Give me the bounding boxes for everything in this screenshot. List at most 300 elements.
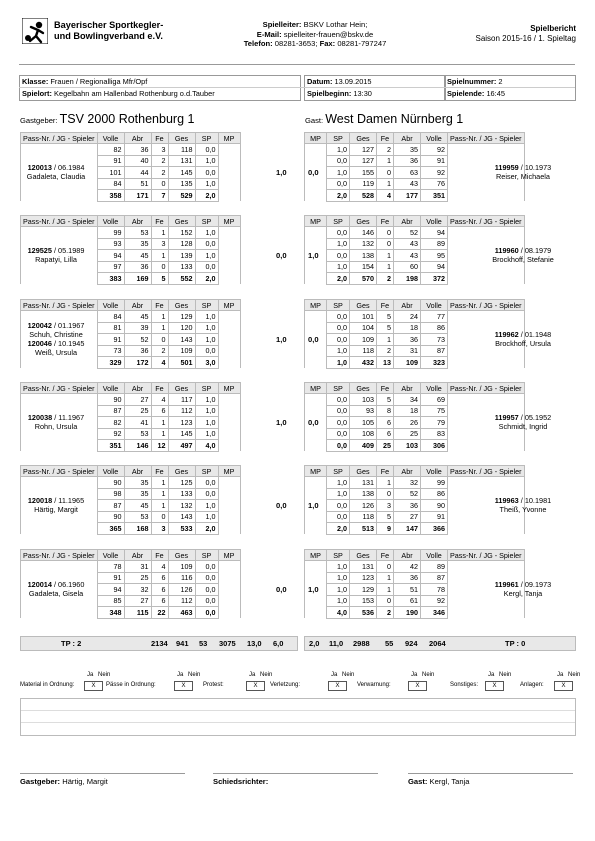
match-info (19, 75, 575, 100)
score-cell: 8 (377, 405, 394, 417)
away-total-value: 11,0 (329, 639, 344, 648)
score-cell: 94 (421, 227, 448, 239)
player-cell (21, 144, 98, 156)
player-line (20, 505, 92, 514)
score-cell: 1,0 (195, 178, 218, 190)
column-header: Pass-Nr. / JG - Spieler (21, 133, 98, 144)
birth-date: / 08.1979 (518, 245, 552, 255)
score-cell: 95 (421, 250, 448, 262)
column-header: Volle (421, 300, 448, 311)
home-player (20, 413, 92, 431)
score-cell: 118 (350, 511, 377, 523)
away-player (487, 163, 559, 181)
score-cell: 131 (350, 561, 377, 573)
beginn-row (307, 89, 372, 98)
column-header: Abr (394, 133, 421, 144)
score-cell: 4,0 (195, 440, 218, 452)
score-cell: 1,0 (327, 477, 350, 489)
player-line (487, 496, 559, 505)
klasse-label: Klasse: (22, 77, 49, 86)
score-cell: 2,0 (327, 523, 350, 535)
nein-label: Nein (342, 672, 355, 678)
score-cell: 501 (168, 357, 195, 369)
mp-cell (305, 144, 327, 156)
score-cell: 89 (421, 561, 448, 573)
score-cell: 168 (124, 523, 151, 535)
birth-date: / 11.1965 (52, 495, 85, 505)
check-label: Protest: (203, 682, 224, 688)
birth-date: / 10.1973 (518, 162, 552, 172)
column-header: Abr (124, 133, 151, 144)
score-cell: 4,0 (327, 607, 350, 619)
score-cell: 1,0 (327, 167, 350, 179)
score-cell: 1,0 (195, 155, 218, 167)
score-cell: 4 (151, 561, 168, 573)
score-cell: 0,0 (195, 261, 218, 273)
check-label: Verwarnung: (357, 682, 391, 688)
player-name: Schuh, Christine (29, 329, 83, 339)
lane-row (305, 311, 525, 323)
score-cell: 0,0 (195, 167, 218, 179)
player-cell (21, 607, 98, 619)
check-mark: X (181, 683, 186, 689)
column-header: Volle (97, 216, 124, 227)
column-header: Fe (377, 300, 394, 311)
column-header: Ges (168, 133, 195, 144)
column-header: Fe (377, 216, 394, 227)
checkbox[interactable] (408, 681, 427, 691)
score-cell: 3 (151, 238, 168, 250)
score-cell: 0 (377, 595, 394, 607)
column-header: Volle (421, 383, 448, 394)
mp-cell (218, 250, 240, 262)
score-cell: 36 (394, 155, 421, 167)
score-cell: 138 (350, 250, 377, 262)
checkbox[interactable] (246, 681, 265, 691)
score-cell: 91 (421, 155, 448, 167)
score-cell: 5 (151, 273, 168, 285)
player-line (20, 246, 92, 255)
nummer-label: Spielnummer: (447, 77, 497, 86)
remarks-box[interactable] (20, 698, 576, 736)
column-header: Fe (151, 383, 168, 394)
player-cell (21, 273, 98, 285)
klasse-value: Frauen / Regionalliga Mfr/Opf (50, 77, 148, 86)
score-cell: 35 (124, 488, 151, 500)
org-line-1: Bayerischer Sportkegler- (54, 20, 164, 30)
checkbox[interactable] (174, 681, 193, 691)
score-cell: 1,0 (195, 311, 218, 323)
player-name: Rapatyi, Lilla (35, 254, 77, 264)
column-header: Pass-Nr. / JG - Spieler (21, 300, 98, 311)
mp-cell (218, 345, 240, 357)
player-cell (21, 227, 98, 239)
ref-sig-label: Schiedsrichter: (213, 777, 269, 786)
score-cell: 0,0 (195, 345, 218, 357)
column-header: Fe (151, 216, 168, 227)
home-signature (20, 777, 108, 786)
score-cell: 78 (421, 584, 448, 596)
away-team-label: Gast: (305, 116, 324, 125)
score-cell: 0 (377, 238, 394, 250)
score-cell: 1 (151, 417, 168, 429)
score-cell: 129 (350, 584, 377, 596)
phone-value: 08281-3653; (274, 39, 318, 48)
remarks-line (21, 723, 575, 734)
fax-value: 08281-797247 (337, 39, 387, 48)
nummer-value: 2 (498, 77, 503, 86)
score-cell: 0,0 (327, 440, 350, 452)
score-cell: 1 (151, 322, 168, 334)
home-team (20, 112, 194, 126)
check-label: Anlagen: (520, 682, 544, 688)
player-name: Theiß, Yvonne (499, 504, 547, 514)
mp-cell (305, 428, 327, 440)
home-total-value: 941 (176, 639, 189, 648)
mp-cell (218, 178, 240, 190)
pass-number: 119963 (494, 495, 519, 505)
fax-label: Fax: (319, 39, 336, 48)
score-cell: 329 (97, 357, 124, 369)
score-cell: 0,0 (327, 394, 350, 406)
score-cell: 2 (377, 273, 394, 285)
mp-cell (218, 511, 240, 523)
column-header: Volle (97, 300, 124, 311)
score-cell: 61 (394, 595, 421, 607)
spielort-label: Spielort: (22, 89, 52, 98)
score-cell: 138 (350, 488, 377, 500)
column-header: Abr (124, 550, 151, 561)
home-tp: TP : 2 (61, 639, 82, 648)
ref-signature-line (213, 773, 378, 774)
mp-cell (218, 394, 240, 406)
mp-cell (305, 477, 327, 489)
column-header: MP (305, 133, 327, 144)
column-header: Fe (377, 383, 394, 394)
away-mp-value: 1,0 (308, 584, 319, 594)
check-label: Pässe in Ordnung: (106, 682, 156, 688)
player-line (487, 163, 559, 172)
away-mp-value: 0,0 (308, 167, 319, 177)
score-cell: 36 (124, 261, 151, 273)
column-header: Volle (421, 466, 448, 477)
score-cell: 1 (151, 428, 168, 440)
lane-row (305, 561, 525, 573)
pass-number: 120013 (27, 162, 52, 172)
column-header: MP (305, 466, 327, 477)
score-cell: 90 (97, 477, 124, 489)
score-cell: 132 (350, 238, 377, 250)
checkbox[interactable] (485, 681, 504, 691)
score-cell: 18 (394, 405, 421, 417)
lane-row (21, 561, 241, 573)
score-cell: 25 (394, 428, 421, 440)
score-cell: 99 (421, 477, 448, 489)
score-cell: 26 (394, 417, 421, 429)
player-line (20, 163, 92, 172)
score-cell: 86 (421, 322, 448, 334)
player-cell (448, 561, 525, 573)
score-cell: 0,0 (327, 311, 350, 323)
score-cell: 53 (124, 428, 151, 440)
mp-cell (218, 334, 240, 346)
column-header: MP (218, 300, 240, 311)
score-cell: 51 (124, 178, 151, 190)
score-cell: 7 (151, 190, 168, 202)
column-header: MP (218, 466, 240, 477)
score-cell: 463 (168, 607, 195, 619)
score-cell: 6 (151, 595, 168, 607)
score-cell: 32 (394, 477, 421, 489)
pass-number: 120018 (27, 495, 53, 505)
score-cell: 40 (124, 155, 151, 167)
player-line (20, 496, 92, 505)
column-header: Fe (151, 133, 168, 144)
score-cell: 533 (168, 523, 195, 535)
away-total-value: 924 (405, 639, 418, 648)
column-header: Pass-Nr. / JG - Spieler (448, 133, 525, 144)
away-team-name: West Damen Nürnberg 1 (325, 112, 464, 126)
player-line (20, 330, 92, 339)
score-cell: 1,0 (327, 345, 350, 357)
birth-date: / 01.1967 (51, 320, 85, 330)
column-header: Abr (124, 300, 151, 311)
score-cell: 103 (350, 394, 377, 406)
mp-cell (305, 607, 327, 619)
score-cell: 0,0 (327, 428, 350, 440)
player-name: Rohn, Ursula (34, 421, 78, 431)
player-line (487, 422, 559, 431)
score-cell: 0 (151, 334, 168, 346)
score-cell: 69 (421, 394, 448, 406)
score-cell: 372 (421, 273, 448, 285)
pass-number: 120046 (27, 338, 52, 348)
email-value: spielleiter-frauen@bskv.de (283, 29, 374, 39)
score-cell: 78 (97, 561, 124, 573)
score-cell: 0,0 (327, 250, 350, 262)
score-cell: 351 (421, 190, 448, 202)
score-cell: 98 (97, 488, 124, 500)
column-header: Fe (151, 550, 168, 561)
mp-cell (305, 561, 327, 573)
score-cell: 135 (168, 178, 195, 190)
score-cell: 1 (377, 334, 394, 346)
score-cell: 171 (124, 190, 151, 202)
score-cell: 323 (421, 357, 448, 369)
sum-row (21, 440, 241, 452)
score-cell: 128 (168, 238, 195, 250)
score-cell: 103 (394, 440, 421, 452)
phone-label: Telefon: (243, 39, 273, 48)
score-cell: 126 (350, 500, 377, 512)
score-cell: 3 (151, 523, 168, 535)
player-line (487, 413, 559, 422)
score-cell: 1,0 (195, 322, 218, 334)
score-cell: 131 (168, 155, 195, 167)
datum-value: 13.09.2015 (334, 77, 372, 86)
score-cell: 35 (124, 238, 151, 250)
score-cell: 18 (394, 322, 421, 334)
player-line (487, 172, 559, 181)
score-cell: 118 (350, 345, 377, 357)
nein-label: Nein (422, 672, 435, 678)
mp-cell (305, 394, 327, 406)
score-cell: 147 (394, 523, 421, 535)
birth-date: / 10.1945 (51, 338, 85, 348)
score-cell: 536 (350, 607, 377, 619)
score-cell: 105 (350, 417, 377, 429)
mp-cell (218, 227, 240, 239)
checkbox[interactable] (84, 681, 103, 691)
score-cell: 152 (168, 227, 195, 239)
column-header: Abr (124, 216, 151, 227)
column-header: Abr (394, 216, 421, 227)
score-cell: 36 (394, 500, 421, 512)
home-total-value: 13,0 (247, 639, 262, 648)
sum-row (305, 190, 525, 202)
column-header: Pass-Nr. / JG - Spieler (448, 300, 525, 311)
away-mp-value: 0,0 (308, 334, 319, 344)
report-title: Spielbericht (530, 24, 576, 33)
home-total-value: 53 (199, 639, 208, 648)
score-cell: 306 (421, 440, 448, 452)
mp-cell (218, 405, 240, 417)
mp-cell (305, 227, 327, 239)
score-cell: 2 (377, 607, 394, 619)
score-cell: 1,0 (327, 595, 350, 607)
column-header: Ges (168, 383, 195, 394)
ja-label: Ja (557, 672, 564, 678)
score-cell: 0,0 (327, 322, 350, 334)
home-totals-bar (20, 636, 298, 651)
mp-cell (305, 440, 327, 452)
score-cell: 2,0 (195, 190, 218, 202)
mp-cell (218, 167, 240, 179)
column-header: Ges (168, 550, 195, 561)
score-cell: 0,0 (327, 334, 350, 346)
column-header: SP (327, 383, 350, 394)
player-line (20, 422, 92, 431)
org-line-2: und Bowlingverband e.V. (54, 30, 163, 41)
score-cell: 36 (394, 572, 421, 584)
checkbox[interactable] (554, 681, 573, 691)
score-cell: 91 (421, 511, 448, 523)
home-team-name: TSV 2000 Rothenburg 1 (59, 112, 195, 126)
score-cell: 145 (168, 167, 195, 179)
home-total-value: 3075 (219, 639, 236, 648)
column-header: SP (327, 550, 350, 561)
score-cell: 109 (168, 561, 195, 573)
score-cell: 53 (124, 227, 151, 239)
score-cell: 4 (377, 190, 394, 202)
mp-cell (305, 311, 327, 323)
score-cell: 34 (394, 394, 421, 406)
away-sig-name: Kergl, Tanja (429, 777, 470, 786)
score-cell: 0,0 (195, 477, 218, 489)
home-mp-value: 0,0 (276, 500, 287, 510)
sum-row (21, 607, 241, 619)
score-cell: 5 (377, 311, 394, 323)
score-cell: 1,0 (327, 561, 350, 573)
mp-cell (305, 572, 327, 584)
player-cell (21, 394, 98, 406)
score-cell: 35 (394, 144, 421, 156)
column-header: Ges (350, 550, 377, 561)
score-cell: 153 (350, 595, 377, 607)
player-line (487, 505, 559, 514)
score-cell: 348 (97, 607, 124, 619)
score-cell: 44 (124, 167, 151, 179)
home-player (20, 580, 92, 598)
score-cell: 366 (421, 523, 448, 535)
column-header: Abr (394, 466, 421, 477)
score-cell: 0 (151, 178, 168, 190)
score-cell: 2,0 (327, 273, 350, 285)
score-cell: 4 (151, 357, 168, 369)
column-header: Pass-Nr. / JG - Spieler (21, 466, 98, 477)
score-cell: 25 (124, 572, 151, 584)
sum-row (305, 607, 525, 619)
score-cell: 0,0 (195, 238, 218, 250)
score-cell: 87 (421, 572, 448, 584)
away-player (487, 580, 559, 598)
score-cell: 3 (151, 144, 168, 156)
score-cell: 43 (394, 178, 421, 190)
score-cell: 1,0 (327, 488, 350, 500)
home-player (20, 496, 92, 514)
score-cell: 6 (151, 584, 168, 596)
score-cell: 5 (377, 394, 394, 406)
column-header: Ges (168, 300, 195, 311)
player-cell (448, 311, 525, 323)
score-cell: 127 (350, 144, 377, 156)
check-mark: X (561, 683, 566, 689)
mp-cell (305, 155, 327, 167)
remarks-line (21, 711, 575, 723)
mp-cell (218, 261, 240, 273)
score-cell: 146 (350, 227, 377, 239)
score-cell: 32 (124, 584, 151, 596)
score-cell: 351 (97, 440, 124, 452)
mp-cell (305, 488, 327, 500)
score-cell: 86 (421, 488, 448, 500)
score-cell: 52 (394, 488, 421, 500)
score-cell: 9 (377, 523, 394, 535)
score-cell: 3 (377, 500, 394, 512)
column-header: MP (218, 133, 240, 144)
away-totals-bar (304, 636, 576, 651)
score-cell: 133 (168, 488, 195, 500)
player-line (20, 339, 92, 348)
player-cell (448, 190, 525, 202)
mp-cell (305, 261, 327, 273)
score-cell: 35 (124, 477, 151, 489)
datum-label: Datum: (307, 77, 333, 86)
away-mp-value: 0,0 (308, 417, 319, 427)
nummer-row (447, 77, 502, 86)
column-header: SP (195, 300, 218, 311)
home-mp-value: 0,0 (276, 584, 287, 594)
checkbox[interactable] (328, 681, 347, 691)
birth-date: / 05.1989 (51, 245, 85, 255)
lane-row (21, 227, 241, 239)
mp-cell (218, 607, 240, 619)
score-cell: 82 (97, 417, 124, 429)
score-cell: 6 (151, 405, 168, 417)
score-cell: 13 (377, 357, 394, 369)
player-line (20, 580, 92, 589)
column-header: Fe (377, 466, 394, 477)
